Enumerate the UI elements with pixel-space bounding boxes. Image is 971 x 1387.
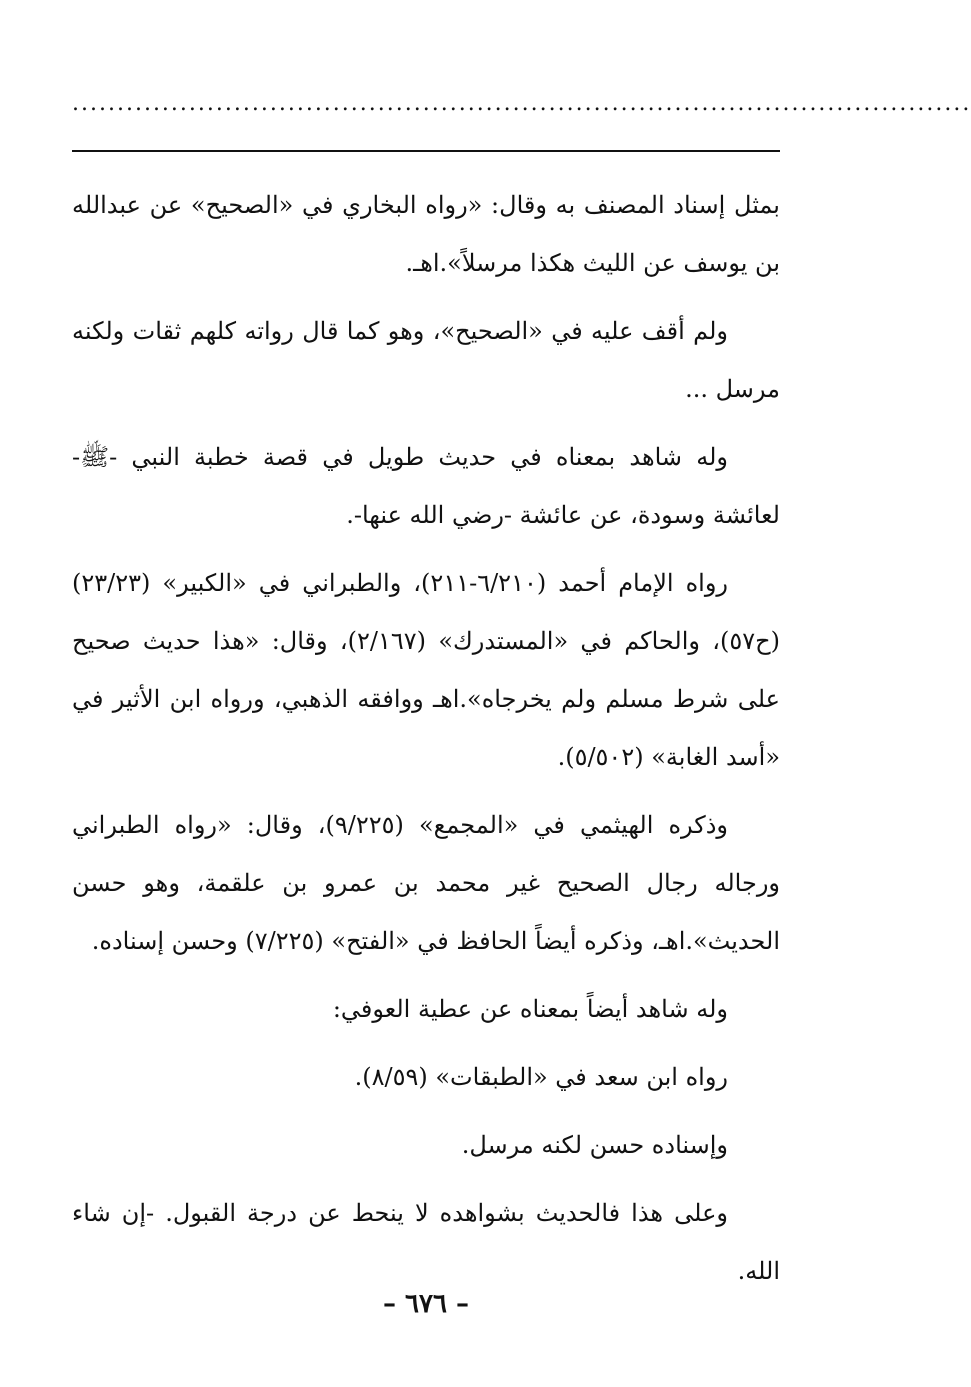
paragraph-continuation: بمثل إسناد المصنف به وقال: «رواه البخاري في «الصحيح» عن عبدالله بن يوسف عن الليث هكذا مرسلاً».اهـ. [72, 191, 780, 277]
page-number: – ٦٧٦ – [382, 1289, 470, 1319]
paragraph: رواه ابن سعد في «الطبقات» (٨/٥٩). [354, 1063, 728, 1091]
paragraph: ولم أقف عليه في «الصحيح»، وهو كما قال رواته كلهم ثقات ولكنه مرسل ... [72, 317, 780, 403]
paragraph: رواه الإمام أحمد (٦/٢١٠-٢١١)، والطبراني في «الكبير» (٢٣/٢٣) (ح٥٧)، والحاكم في «المستدرك» (٢/١٦٧)، وقال: «هذا حديث صحيح على شرط مسلم ولم يخرجاه».اهـ ووافقه الذهبي، ورواه ابن الأثير في «أسد الغابة» (٥/٥٠٢). [72, 569, 780, 771]
paragraph: وله شاهد بمعناه في حديث طويل في قصة خطبة النبي -ﷺ- لعائشة وسودة، عن عائشة -رضي الله عنها-. [72, 443, 780, 529]
header-dotted-line: .................................................................................................... [72, 91, 971, 116]
paragraph: وعلى هذا فالحديث بشواهده لا ينحط عن درجة القبول. -إن شاء الله. [72, 1199, 780, 1285]
paragraph: وإسناده حسن لكنه مرسل. [461, 1131, 728, 1159]
header-rule [72, 150, 780, 152]
paragraph: وله شاهد أيضاً بمعناه عن عطية العوفي: [332, 995, 728, 1023]
paragraph: وذكره الهيثمي في «المجمع» (٩/٢٢٥)، وقال: «رواه الطبراني ورجاله رجال الصحيح غير محمد بن عمرو بن علقمة، وهو حسن الحديث».اهـ، وذكره أيضاً الحافظ في «الفتح» (٧/٢٢٥) وحسن إسناده. [72, 811, 780, 955]
document-page [72, 0, 971, 1387]
body-text [72, 176, 780, 1310]
